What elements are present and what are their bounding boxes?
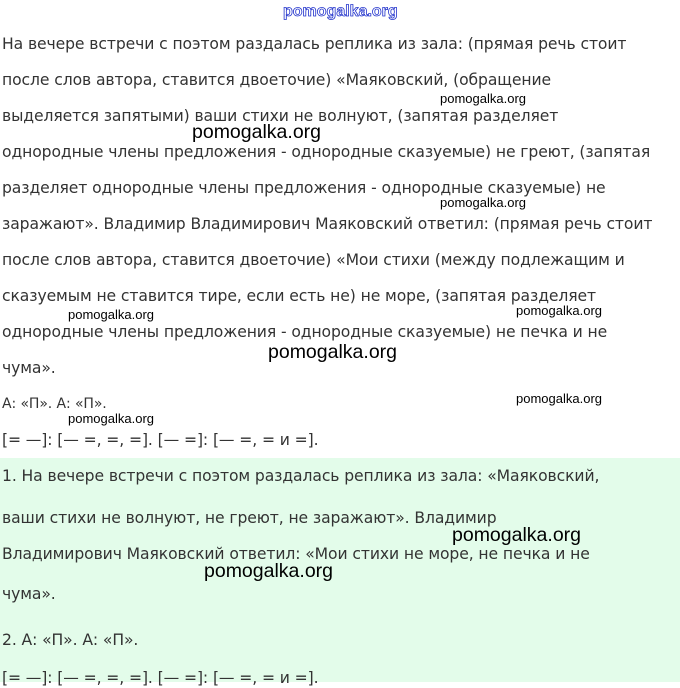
explanation-line: выделяется запятыми) ваши стихи не волнуют, (запятая разделяет bbox=[2, 107, 559, 125]
explanation-line: сказуемым не ставится тире, если есть не) не море, (запятая разделяет bbox=[2, 287, 597, 305]
watermark: pomogalka.org bbox=[516, 391, 602, 406]
watermark: pomogalka.org bbox=[204, 560, 333, 582]
watermark: pomogalka.org bbox=[440, 91, 526, 106]
watermark: pomogalka.org bbox=[68, 411, 154, 426]
explanation-scheme: А: «П». А: «П». bbox=[2, 396, 107, 412]
watermark: pomogalka.org bbox=[516, 303, 602, 318]
explanation-line: разделяет однородные члены предложения - однородные сказуемые) не bbox=[2, 179, 606, 197]
answer-line: Владимирович Маяковский ответил: «Мои стихи не море, не печка и не bbox=[2, 545, 590, 563]
explanation-line: На вечере встречи с поэтом раздалась реплика из зала: (прямая речь стоит bbox=[2, 35, 627, 53]
explanation-formula: [= —]: [— =, =, =]. [— =]: [— =, = и =]. bbox=[2, 431, 319, 449]
explanation-line: однородные члены предложения - однородные сказуемые) не печка и не bbox=[2, 323, 608, 341]
answer-formula: [= —]: [— =, =, =]. [— =]: [— =, = и =]. bbox=[2, 669, 319, 687]
watermark: pomogalka.org bbox=[192, 121, 321, 143]
explanation-line: чума». bbox=[2, 359, 56, 377]
explanation-line: заражают». Владимир Владимирович Маяковский ответил: (прямая речь стоит bbox=[2, 215, 653, 233]
watermark: pomogalka.org bbox=[268, 341, 397, 363]
watermark: pomogalka.org bbox=[440, 195, 526, 210]
watermark: pomogalka.org bbox=[452, 524, 581, 546]
answer-line: ваши стихи не волнуют, не греют, не заражают». Владимир bbox=[2, 509, 497, 527]
explanation-line: однородные члены предложения - однородные сказуемые) не греют, (запятая bbox=[2, 143, 651, 161]
answer-line: чума». bbox=[2, 585, 56, 603]
explanation-line: после слов автора, ставится двоеточие) «Мои стихи (между подлежащим и bbox=[2, 251, 625, 269]
watermark: pomogalka.org bbox=[68, 307, 154, 322]
answer-line: 1. На вечере встречи с поэтом раздалась реплика из зала: «Маяковский, bbox=[2, 467, 600, 485]
answer-scheme: 2. А: «П». А: «П». bbox=[2, 631, 139, 649]
watermark-top: pomogalka.org bbox=[283, 3, 398, 20]
explanation-line: после слов автора, ставится двоеточие) «Маяковский, (обращение bbox=[2, 71, 551, 89]
